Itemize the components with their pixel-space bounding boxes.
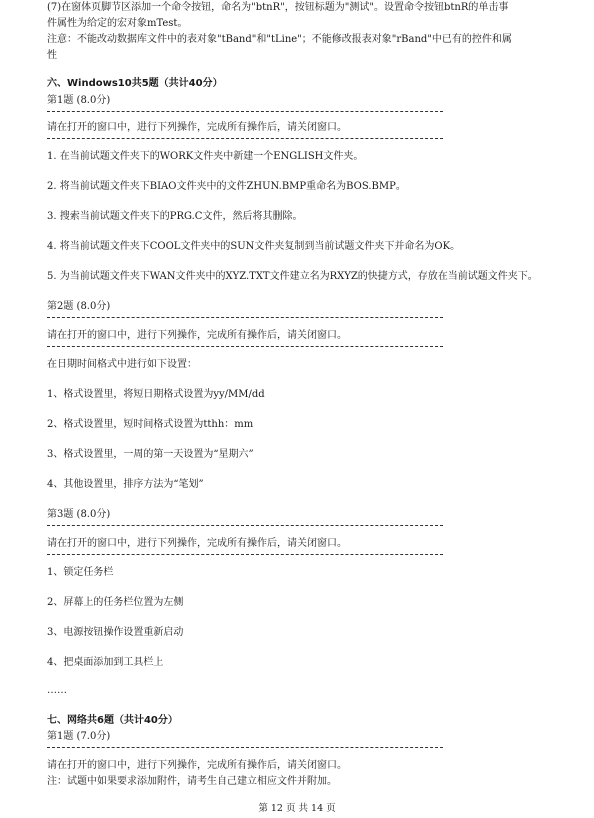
question-1-note: 注：试题中如果要求添加附件，请考生自己建立相应文件并附加。 (47, 776, 337, 787)
question-2-instruction: 请在打开的窗口中，进行下列操作，完成所有操作后，请关闭窗口。 (47, 330, 347, 341)
separator (47, 554, 443, 555)
question-3-instruction: 请在打开的窗口中，进行下列操作，完成所有操作后，请关闭窗口。 (47, 538, 347, 549)
intro-line-3: 注意：不能改动数据库文件中的表对象"tBand"和"tLine"；不能修改报表对象"rBand"中已有的控件和属 (47, 34, 512, 45)
question-1-item-1: 1. 在当前试题文件夹下的WORK文件夹中新建一个ENGLISH文件夹。 (47, 151, 364, 162)
question-1-item-2: 2. 将当前试题文件夹下BIAO文件夹中的文件ZHUN.BMP重命名为BOS.BMP。 (47, 181, 406, 192)
question-3-item-4: 4、把桌面添加到工具栏上 (47, 657, 164, 668)
question-1-instruction: 请在打开的窗口中，进行下列操作，完成所有操作后，请关闭窗口。 (47, 760, 347, 771)
question-1-instruction: 请在打开的窗口中，进行下列操作，完成所有操作后，请关闭窗口。 (47, 122, 347, 133)
separator (47, 525, 443, 526)
section-6-heading: 六、Windows10共5题（共计40分） (47, 78, 223, 89)
separator (47, 317, 443, 318)
separator (47, 747, 443, 748)
separator (47, 138, 443, 139)
section-7-heading: 七、网络共6题（共计40分） (47, 715, 178, 726)
question-2-item-4: 4、其他设置里，排序方法为“笔划” (47, 479, 204, 490)
page-number: 第 12 页 共 14 页 (258, 803, 336, 814)
question-1-title: 第1题 (8.0分) (47, 95, 111, 106)
separator (47, 346, 443, 347)
question-2-item-2: 2、格式设置里，短时间格式设置为tthh：mm (47, 419, 254, 430)
question-1-item-3: 3. 搜索当前试题文件夹下的PRG.C文件，然后将其删除。 (47, 211, 303, 222)
question-3-item-3: 3、电源按钮操作设置重新启动 (47, 627, 184, 638)
intro-line-1: (7)在窗体页脚节区添加一个命令按钮，命名为"btnR"，按钮标题为"测试"。设置命令按钮btnR的单击事 (47, 2, 509, 13)
question-3-item-1: 1、锁定任务栏 (47, 567, 114, 578)
question-2-lead: 在日期时间格式中进行如下设置： (47, 359, 197, 370)
question-2-item-1: 1、格式设置里，将短日期格式设置为yy/MM/dd (47, 389, 265, 400)
question-3-title: 第3题 (8.0分) (47, 509, 111, 520)
question-2-item-3: 3、格式设置里，一周的第一天设置为“星期六” (47, 449, 254, 460)
question-2-title: 第2题 (8.0分) (47, 301, 111, 312)
separator (47, 111, 443, 112)
question-1-title: 第1题 (7.0分) (47, 731, 111, 742)
question-3-item-2: 2、屏幕上的任务栏位置为左侧 (47, 597, 184, 608)
intro-line-2: 件属性为给定的宏对象mTest。 (47, 18, 188, 29)
intro-line-4: 性 (47, 50, 57, 61)
question-1-item-5: 5. 为当前试题文件夹下WAN文件夹中的XYZ.TXT文件建立名为RXYZ的快捷方式，存放在当前试题文件夹下。 (47, 271, 538, 282)
ellipsis: …… (47, 685, 67, 696)
question-1-item-4: 4. 将当前试题文件夹下COOL文件夹中的SUN文件夹复制到当前试题文件夹下并命名为OK。 (47, 241, 461, 252)
